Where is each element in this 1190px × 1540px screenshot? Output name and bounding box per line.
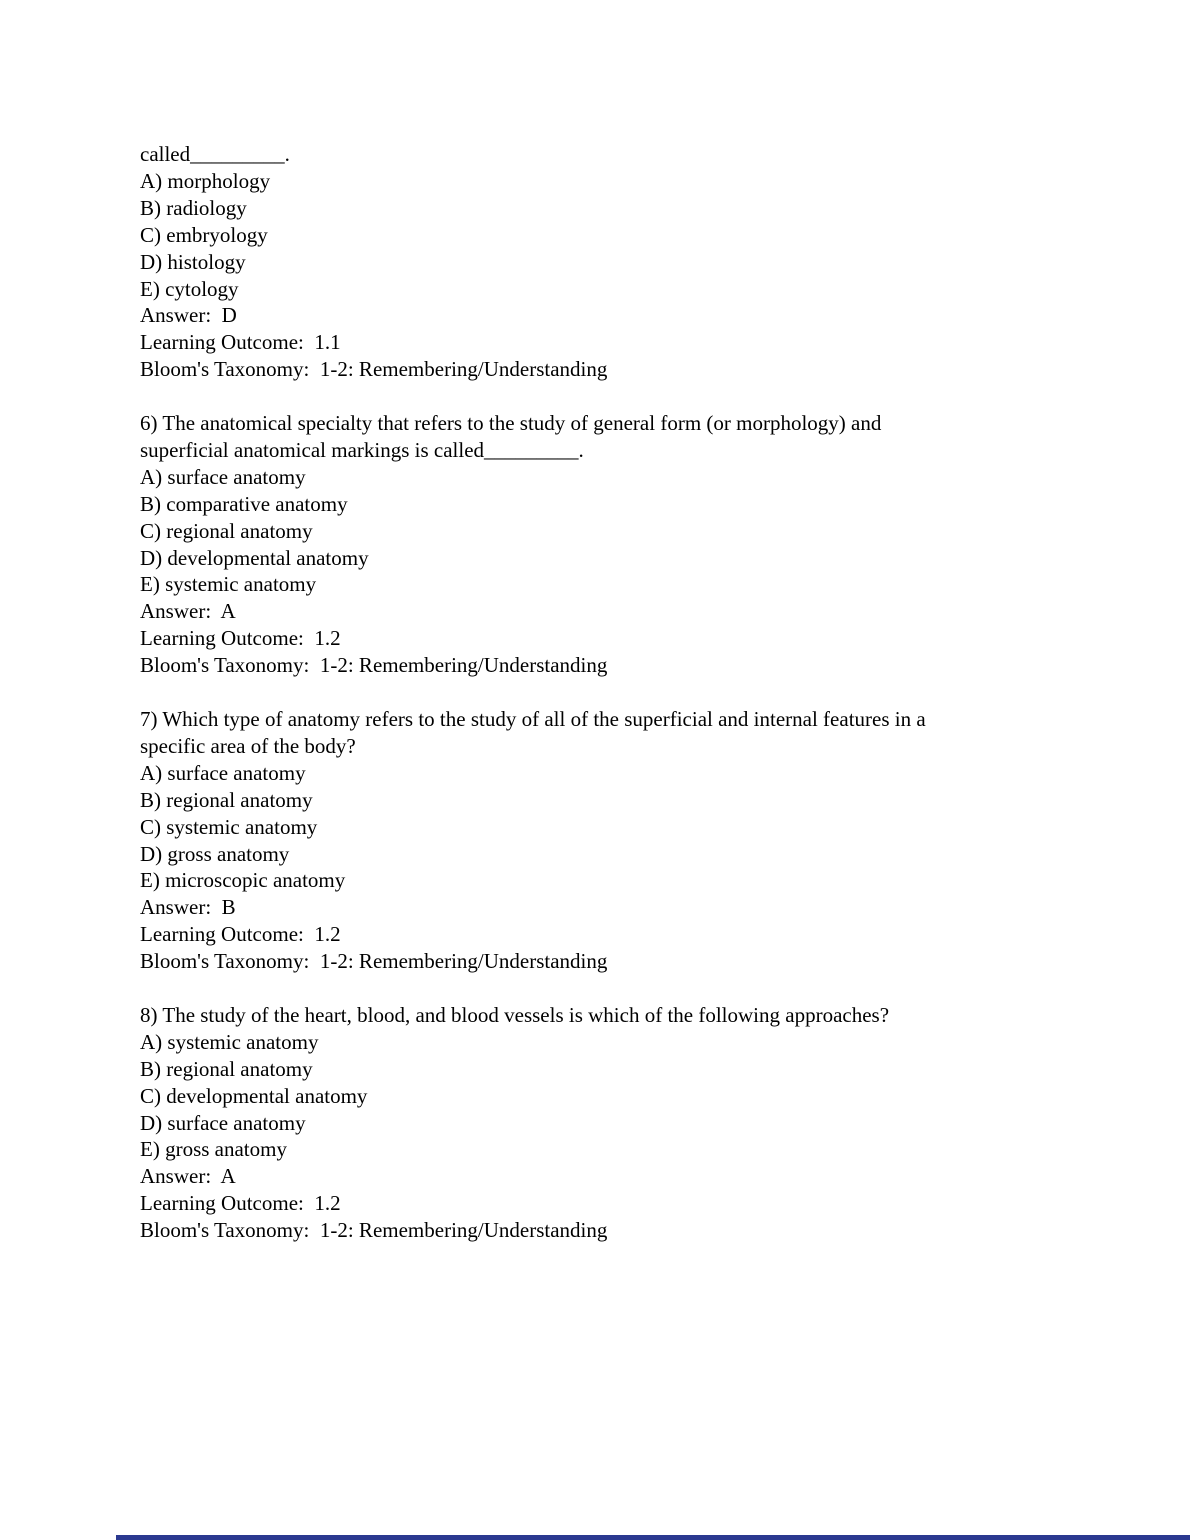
question-stem-line: superficial anatomical markings is called_________. xyxy=(140,437,584,462)
question-stem-line: 8) The study of the heart, blood, and blood vessels is which of the following approaches? xyxy=(140,1002,890,1027)
question-block xyxy=(140,141,1070,383)
answer-line: Answer: A xyxy=(140,1164,236,1189)
choice-line: D) gross anatomy xyxy=(140,841,290,866)
choice-line: A) morphology xyxy=(140,168,271,193)
choice-line: A) surface anatomy xyxy=(140,760,306,785)
question-block xyxy=(140,1002,1070,1244)
question-block xyxy=(140,706,1070,975)
questions-container xyxy=(140,141,1070,1271)
choice-line: B) regional anatomy xyxy=(140,1056,313,1081)
learning-outcome-line: Learning Outcome: 1.1 xyxy=(140,330,341,355)
choice-line: D) surface anatomy xyxy=(140,1110,306,1135)
choice-line: B) comparative anatomy xyxy=(140,491,348,516)
choice-line: E) gross anatomy xyxy=(140,1137,287,1162)
choice-line: B) radiology xyxy=(140,195,247,220)
blooms-taxonomy-line: Bloom's Taxonomy: 1-2: Remembering/Understanding xyxy=(140,1218,608,1243)
blooms-taxonomy-line: Bloom's Taxonomy: 1-2: Remembering/Understanding xyxy=(140,653,608,678)
choice-line: A) systemic anatomy xyxy=(140,1029,319,1054)
choice-line: E) cytology xyxy=(140,276,239,301)
choice-line: A) surface anatomy xyxy=(140,464,306,489)
choice-line: D) histology xyxy=(140,249,246,274)
choice-line: C) embryology xyxy=(140,222,268,247)
question-block xyxy=(140,410,1070,679)
question-stem-line: 7) Which type of anatomy refers to the study of all of the superficial and internal features in a xyxy=(140,707,926,731)
answer-line: Answer: A xyxy=(140,599,236,624)
choice-line: C) developmental anatomy xyxy=(140,1083,368,1108)
choice-line: E) systemic anatomy xyxy=(140,572,317,597)
choice-line: B) regional anatomy xyxy=(140,787,313,812)
answer-line: Answer: D xyxy=(140,303,237,328)
question-stem-line: 6) The anatomical specialty that refers to the study of general form (or morphology) and xyxy=(140,411,882,436)
learning-outcome-line: Learning Outcome: 1.2 xyxy=(140,1191,341,1216)
choice-line: C) systemic anatomy xyxy=(140,814,318,839)
choice-line: E) microscopic anatomy xyxy=(140,868,346,893)
learning-outcome-line: Learning Outcome: 1.2 xyxy=(140,922,341,947)
choice-line: C) regional anatomy xyxy=(140,518,313,543)
question-stem-line: called_________. xyxy=(140,142,290,166)
blooms-taxonomy-line: Bloom's Taxonomy: 1-2: Remembering/Understanding xyxy=(140,949,608,974)
next-page-edge-line xyxy=(116,1535,1190,1540)
choice-line: D) developmental anatomy xyxy=(140,545,369,570)
learning-outcome-line: Learning Outcome: 1.2 xyxy=(140,626,341,651)
blooms-taxonomy-line: Bloom's Taxonomy: 1-2: Remembering/Understanding xyxy=(140,357,608,382)
answer-line: Answer: B xyxy=(140,895,236,920)
question-stem-line: specific area of the body? xyxy=(140,733,356,758)
